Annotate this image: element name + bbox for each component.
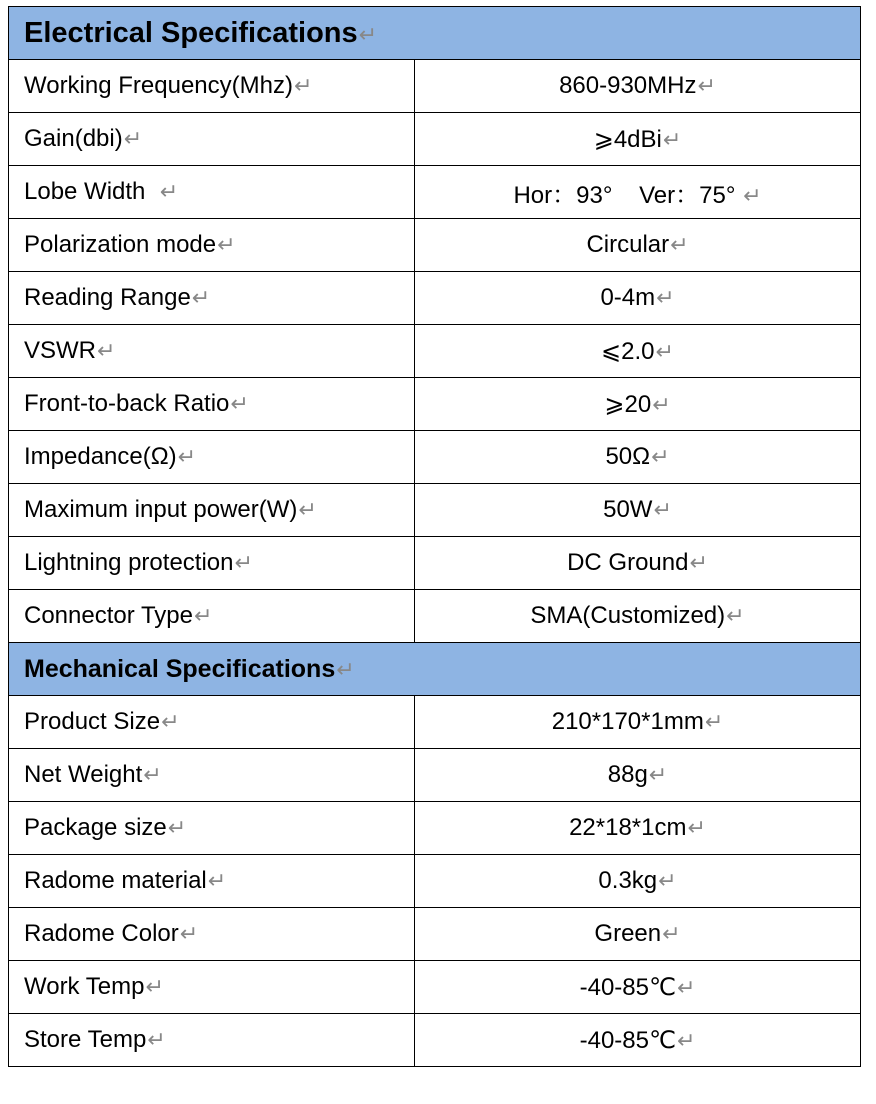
row-label: VSWR xyxy=(24,337,96,364)
label-cell xyxy=(9,272,415,325)
label-cell xyxy=(9,166,415,219)
paragraph-mark-icon: ↵ xyxy=(159,179,179,204)
value-cell xyxy=(415,166,861,219)
row-value: -40-85℃ xyxy=(579,973,676,1001)
value-cell xyxy=(415,802,861,855)
paragraph-mark-icon: ↵ xyxy=(167,815,187,840)
table-row xyxy=(9,855,861,908)
label-cell xyxy=(9,113,415,166)
section-header-mechanical xyxy=(9,643,861,696)
paragraph-mark-icon: ↵ xyxy=(298,497,317,522)
label-cell xyxy=(9,484,415,537)
paragraph-mark-icon: ↵ xyxy=(207,868,227,893)
row-label: Reading Range xyxy=(24,284,191,311)
value-cell xyxy=(415,219,861,272)
paragraph-mark-icon: ↵ xyxy=(234,550,253,575)
row-label: Front-to-back Ratio xyxy=(24,390,230,417)
section-title: Electrical Specifications xyxy=(24,16,358,49)
label-cell xyxy=(9,749,415,802)
table-row xyxy=(9,113,861,166)
paragraph-mark-icon: ↵ xyxy=(179,921,199,946)
table-row xyxy=(9,378,861,431)
row-value: 22*18*1cm xyxy=(569,814,687,841)
paragraph-mark-icon: ↵ xyxy=(670,232,689,257)
paragraph-mark-icon: ↵ xyxy=(676,1027,696,1053)
row-label: Package size xyxy=(24,814,167,841)
row-value: ⩾20 xyxy=(604,390,652,418)
label-cell xyxy=(9,537,415,590)
table-row xyxy=(9,961,861,1014)
row-label: Net Weight xyxy=(24,761,143,788)
paragraph-mark-icon: ↵ xyxy=(143,762,162,787)
value-cell xyxy=(415,855,861,908)
row-label: Maximum input power(W) xyxy=(24,496,298,523)
table-row xyxy=(9,484,861,537)
label-cell xyxy=(9,431,415,484)
paragraph-mark-icon: ↵ xyxy=(726,603,745,628)
table-row xyxy=(9,749,861,802)
row-label: Impedance(Ω) xyxy=(24,443,177,470)
row-value: Circular xyxy=(586,231,670,258)
table-row xyxy=(9,696,861,749)
value-cell xyxy=(415,113,861,166)
row-label: Store Temp xyxy=(24,1026,147,1053)
paragraph-mark-icon: ↵ xyxy=(662,921,681,946)
row-value: -40-85℃ xyxy=(579,1026,676,1054)
label-cell xyxy=(9,378,415,431)
paragraph-mark-icon: ↵ xyxy=(652,391,671,417)
spec-table-body xyxy=(9,7,861,1067)
label-cell xyxy=(9,908,415,961)
table-row xyxy=(9,537,861,590)
paragraph-mark-icon: ↵ xyxy=(697,73,716,98)
paragraph-mark-icon: ↵ xyxy=(653,497,672,522)
label-cell xyxy=(9,802,415,855)
paragraph-mark-icon: ↵ xyxy=(655,338,674,364)
value-cell xyxy=(415,908,861,961)
label-cell xyxy=(9,696,415,749)
table-row xyxy=(9,1014,861,1067)
value-cell xyxy=(415,590,861,643)
row-label: Radome Color xyxy=(24,920,179,947)
row-label: Product Size xyxy=(24,708,161,735)
table-row xyxy=(9,166,861,219)
label-cell xyxy=(9,590,415,643)
row-value: 0.3kg xyxy=(598,867,658,894)
table-row xyxy=(9,219,861,272)
table-row xyxy=(9,908,861,961)
paragraph-mark-icon: ↵ xyxy=(648,762,668,787)
row-label: Lightning protection xyxy=(24,549,234,576)
row-label: Polarization mode xyxy=(24,231,217,258)
section-header-electrical xyxy=(9,7,861,60)
row-value: 210*170*1mm xyxy=(551,708,704,735)
row-value: 50W xyxy=(603,496,653,523)
row-label: Work Temp xyxy=(24,973,145,1000)
value-cell xyxy=(415,749,861,802)
row-label: Working Frequency(Mhz) xyxy=(24,72,293,99)
label-cell xyxy=(9,1014,415,1067)
section-title-cell xyxy=(9,7,861,60)
value-cell xyxy=(415,961,861,1014)
paragraph-mark-icon: ↵ xyxy=(147,1027,166,1052)
row-label: Lobe Width xyxy=(24,178,159,205)
value-cell xyxy=(415,378,861,431)
label-cell xyxy=(9,855,415,908)
paragraph-mark-icon: ↵ xyxy=(293,73,313,98)
value-cell xyxy=(415,1014,861,1067)
value-cell xyxy=(415,272,861,325)
row-value: ⩽2.0 xyxy=(601,337,655,365)
value-cell xyxy=(415,431,861,484)
row-value: 88g xyxy=(607,761,648,788)
paragraph-mark-icon: ↵ xyxy=(194,603,213,628)
row-label: Gain(dbi) xyxy=(24,125,123,152)
paragraph-mark-icon: ↵ xyxy=(743,182,762,208)
paragraph-mark-icon: ↵ xyxy=(145,974,164,999)
table-row xyxy=(9,325,861,378)
row-label: Connector Type xyxy=(24,602,193,629)
paragraph-mark-icon: ↵ xyxy=(358,21,378,47)
paragraph-mark-icon: ↵ xyxy=(687,815,706,840)
paragraph-mark-icon: ↵ xyxy=(230,391,249,416)
row-value: 860-930MHz xyxy=(559,72,697,99)
paragraph-mark-icon: ↵ xyxy=(676,974,696,1000)
paragraph-mark-icon: ↵ xyxy=(161,709,180,734)
paragraph-mark-icon: ↵ xyxy=(217,232,236,257)
paragraph-mark-icon: ↵ xyxy=(689,550,708,575)
value-cell xyxy=(415,537,861,590)
row-label: Radome material xyxy=(24,867,207,894)
paragraph-mark-icon: ↵ xyxy=(177,444,197,469)
paragraph-mark-icon: ↵ xyxy=(656,285,675,310)
row-value: SMA(Customized) xyxy=(530,602,726,629)
value-cell xyxy=(415,60,861,113)
value-cell xyxy=(415,484,861,537)
table-row xyxy=(9,802,861,855)
paragraph-mark-icon: ↵ xyxy=(651,444,670,469)
table-row xyxy=(9,60,861,113)
value-cell xyxy=(415,696,861,749)
paragraph-mark-icon: ↵ xyxy=(662,126,682,152)
row-value: 50Ω xyxy=(605,443,651,470)
row-value: DC Ground xyxy=(567,549,689,576)
paragraph-mark-icon: ↵ xyxy=(191,285,211,310)
label-cell xyxy=(9,961,415,1014)
paragraph-mark-icon: ↵ xyxy=(97,338,116,363)
row-value: ⩾4dBi xyxy=(593,125,662,153)
row-value: Hor：93° Ver：75° xyxy=(513,181,743,209)
table-row xyxy=(9,431,861,484)
paragraph-mark-icon: ↵ xyxy=(336,656,355,682)
section-title: Mechanical Specifications xyxy=(24,654,336,683)
label-cell xyxy=(9,219,415,272)
label-cell xyxy=(9,60,415,113)
table-row xyxy=(9,272,861,325)
table-row xyxy=(9,590,861,643)
section-title-cell xyxy=(9,643,861,696)
value-cell xyxy=(415,325,861,378)
paragraph-mark-icon: ↵ xyxy=(123,126,143,151)
row-value: 0-4m xyxy=(600,284,656,311)
paragraph-mark-icon: ↵ xyxy=(658,868,677,893)
paragraph-mark-icon: ↵ xyxy=(704,709,724,734)
spec-table xyxy=(8,6,861,1067)
label-cell xyxy=(9,325,415,378)
row-value: Green xyxy=(594,920,662,947)
